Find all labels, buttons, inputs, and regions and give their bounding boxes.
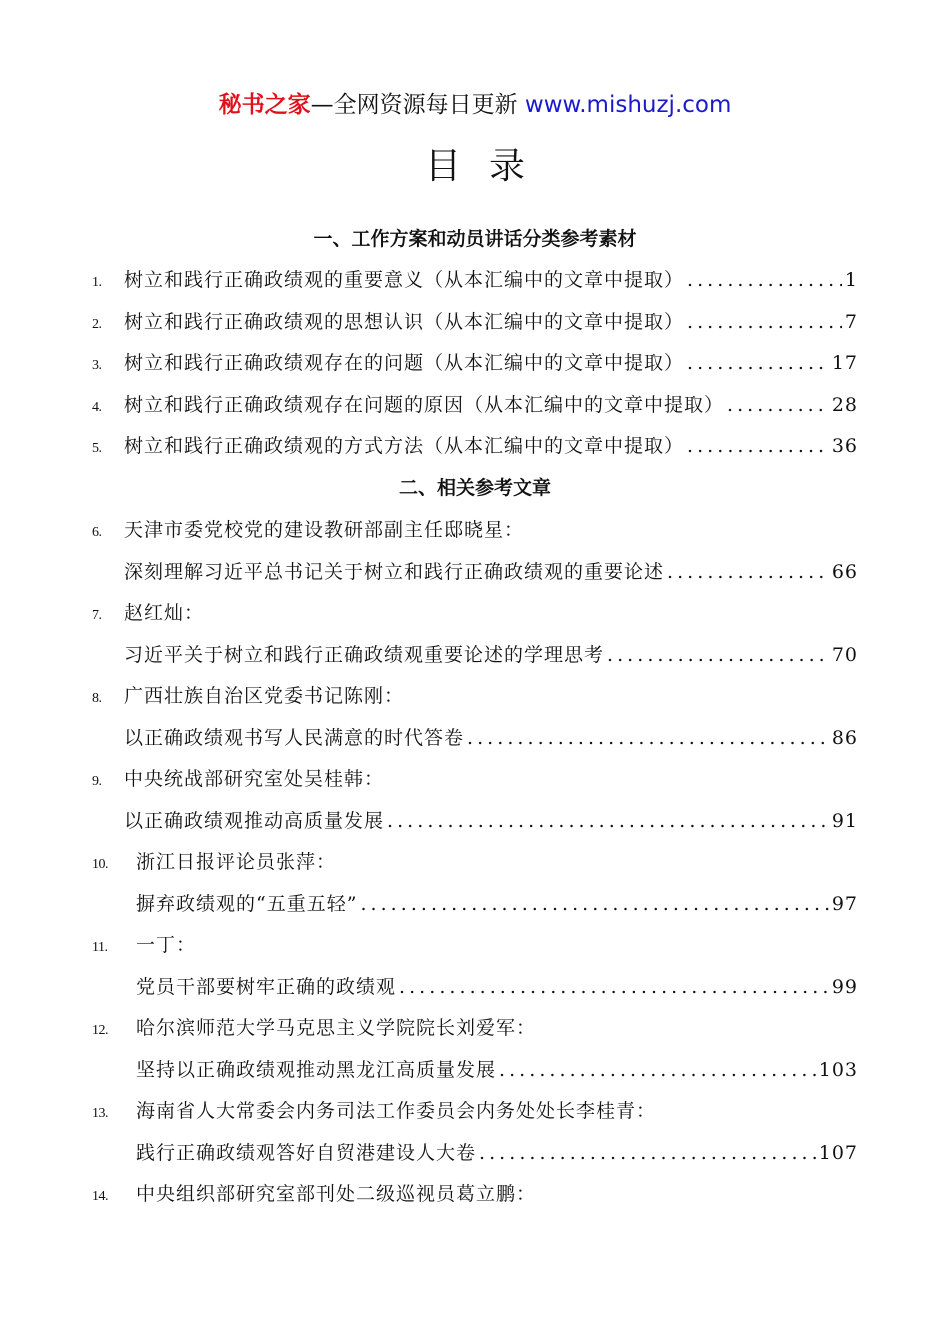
toc-entry[interactable] (92, 805, 858, 837)
entry-number: 14. (92, 1189, 108, 1204)
toc-author-line (92, 1095, 858, 1127)
entry-author: 一丁： (136, 934, 197, 956)
entry-page: 99 (831, 976, 858, 998)
entry-page: 36 (831, 435, 858, 457)
section-heading: 一、工作方案和动员讲话分类参考素材 (313, 228, 637, 250)
entry-page: 66 (831, 561, 858, 583)
entry-title: 树立和践行正确政绩观的重要意义（从本汇编中的文章中提取） (124, 269, 685, 291)
header-tagline: —全网资源每日更新 (310, 92, 525, 118)
entry-page: 28 (831, 394, 858, 416)
toc-author-line (92, 1178, 858, 1210)
dot-leader (467, 722, 829, 754)
entry-title: 坚持以正确政绩观推动黑龙江高质量发展 (136, 1059, 497, 1081)
entry-page: 97 (831, 893, 858, 915)
toc-entry[interactable] (92, 306, 858, 338)
entry-page: 1 (844, 269, 858, 291)
site-url-link[interactable]: www.mishuzj.com (524, 92, 732, 118)
toc-entry[interactable] (92, 722, 858, 754)
dot-leader (399, 971, 829, 1003)
entry-title: 树立和践行正确政绩观存在问题的原因（从本汇编中的文章中提取） (124, 394, 725, 416)
entry-title: 树立和践行正确政绩观的思想认识（从本汇编中的文章中提取） (124, 311, 685, 333)
entry-number: 6. (92, 525, 102, 540)
toc-author-line (92, 514, 858, 546)
entry-author: 哈尔滨师范大学马克思主义学院院长刘爱军： (136, 1017, 537, 1039)
toc-entry[interactable] (92, 430, 858, 462)
entry-title: 树立和践行正确政绩观的方式方法（从本汇编中的文章中提取） (124, 435, 685, 457)
entry-page: 17 (831, 352, 858, 374)
site-header (0, 86, 950, 124)
entry-author: 海南省人大常委会内务司法工作委员会内务处处长李桂青： (136, 1100, 657, 1122)
dot-leader (687, 306, 842, 338)
dot-leader (667, 556, 829, 588)
entry-author: 浙江日报评论员张萍： (136, 851, 337, 873)
toc-entry[interactable] (92, 639, 858, 671)
entry-author: 广西壮族自治区党委书记陈刚： (124, 685, 405, 707)
entry-number: 12. (92, 1023, 108, 1038)
brand-name: 秘书之家 (218, 92, 311, 118)
toc-entry[interactable] (92, 971, 858, 1003)
entry-title: 党员干部要树牢正确的政绩观 (136, 976, 397, 998)
entry-number: 10. (92, 857, 108, 872)
dot-leader (387, 805, 829, 837)
toc-entry[interactable] (92, 264, 858, 296)
entry-title: 以正确政绩观推动高质量发展 (124, 810, 385, 832)
page-title: 目录 (424, 146, 553, 187)
dot-leader (687, 430, 829, 462)
entry-author: 赵红灿： (124, 602, 205, 624)
entry-number: 7. (92, 608, 102, 623)
toc-entry[interactable] (92, 389, 858, 421)
dot-leader (360, 888, 828, 920)
toc-author-line (92, 929, 858, 961)
entry-title: 以正确政绩观书写人民满意的时代答卷 (124, 727, 465, 749)
toc-entry[interactable] (92, 888, 858, 920)
dot-leader (607, 639, 829, 671)
entry-number: 2. (92, 317, 102, 332)
toc-author-line (92, 680, 858, 712)
entry-number: 13. (92, 1106, 108, 1121)
entry-number: 1. (92, 275, 102, 290)
toc-author-line (92, 597, 858, 629)
toc-entry[interactable] (92, 556, 858, 588)
entry-title: 践行正确政绩观答好自贸港建设人大卷 (136, 1142, 477, 1164)
toc-author-line (92, 846, 858, 878)
toc-entry[interactable] (92, 1137, 858, 1169)
entry-title: 树立和践行正确政绩观存在的问题（从本汇编中的文章中提取） (124, 352, 685, 374)
dot-leader (687, 264, 842, 296)
entry-number: 4. (92, 400, 102, 415)
dot-leader (479, 1137, 816, 1169)
entry-title: 深刻理解习近平总书记关于树立和践行正确政绩观的重要论述 (124, 561, 665, 583)
entry-page: 70 (831, 644, 858, 666)
toc-entry[interactable] (92, 347, 858, 379)
entry-number: 8. (92, 691, 102, 706)
entry-page: 103 (818, 1059, 858, 1081)
entry-page: 91 (831, 810, 858, 832)
entry-page: 107 (818, 1142, 858, 1164)
toc-entry[interactable] (92, 1054, 858, 1086)
section-heading: 二、相关参考文章 (398, 477, 551, 499)
entry-author: 中央组织部研究室部刊处二级巡视员葛立鹏： (136, 1183, 537, 1205)
entry-number: 5. (92, 441, 102, 456)
entry-number: 9. (92, 774, 102, 789)
entry-title: 摒弃政绩观的“五重五轻” (136, 893, 358, 915)
toc-author-line (92, 1012, 858, 1044)
dot-leader (499, 1054, 816, 1086)
entry-page: 86 (831, 727, 858, 749)
toc-author-line (92, 763, 858, 795)
dot-leader (727, 389, 829, 421)
entry-author: 中央统战部研究室处吴桂韩： (124, 768, 385, 790)
entry-page: 7 (844, 311, 858, 333)
entry-number: 3. (92, 358, 102, 373)
entry-number: 11. (92, 940, 108, 955)
dot-leader (687, 347, 829, 379)
entry-title: 习近平关于树立和践行正确政绩观重要论述的学理思考 (124, 644, 605, 666)
entry-author: 天津市委党校党的建设教研部副主任邸晓星： (124, 519, 525, 541)
